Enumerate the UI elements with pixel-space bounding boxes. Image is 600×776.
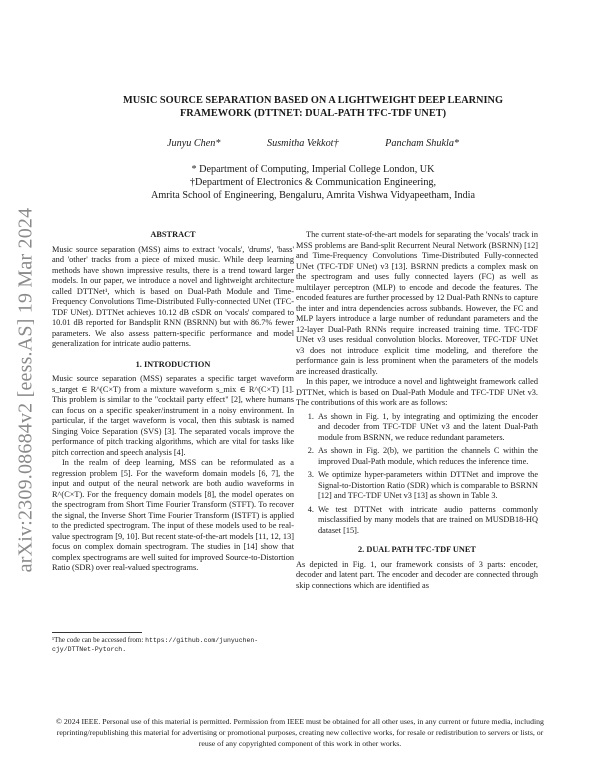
contribution-item-4: 4. We test DTTNet with intricate audio patterns commonly misclassified by many models that are trained on MUSDB18-HQ dataset [15].	[316, 505, 538, 537]
intro-paragraph-2: In the realm of deep learning, MSS can be reformulated as a regression problem [5]. For the waveform domain models [6, 7], the input and output of the neural network are both audio waveforms in R^(C×T). For the frequency domain models [8], the model operates on the spectrogram from Short Time Fourier Transform (STFT). To recover the signal, the Inverse Short Time Fourier Transform (ISTFT) is applied to the predicted spectrogram. The input of these models used to be real-value spectrogram [9, 10]. But recent state-of-the-art models [11, 12, 13] focus on complex domain spectrogram. The studies in [14] show that complex spectrograms are well suited for improved Source-to-Distortion Ratio (SDR) over real-valued spectrograms.	[52, 458, 294, 572]
copyright-notice: © 2024 IEEE. Personal use of this material is permitted. Permission from IEEE must be obtained for all other uses, in any current or future media, including reprinting/republishing this material for advertising or promotional purposes, creating new collective works, for resale or redistribution to servers or lists, or reuse of any copyrighted component of this work in other works.	[56, 717, 544, 748]
title-line-2: FRAMEWORK (DTTNET: DUAL-PATH TFC-TDF UNET)	[180, 108, 446, 119]
footnote-rule	[52, 632, 142, 633]
left-column	[52, 230, 294, 574]
affiliation-3: Amrita School of Engineering, Bengaluru, Amrita Vishwa Vidyapeetham, India	[150, 190, 476, 201]
contribution-list	[296, 412, 538, 537]
author-3: Pancham Shukla*	[385, 138, 460, 149]
contribution-item-3: 3. We optimize hyper-parameters within DTTNet and improve the Signal-to-Distortion Ratio (SDR) which is comparable to BSRNN [12] and TFC-TDF UNet v3 [13] as shown in Table 3.	[316, 470, 538, 502]
arxiv-id-text: arXiv:2309.08684v2 [eess.AS] 19 Mar 2024	[14, 207, 37, 573]
footnote-url[interactable]: https://github.com/junyuchen-cjy/DTTNet-Pytorch.	[52, 637, 259, 653]
intro-paragraph-1: Music source separation (MSS) separates a specific target waveform s_target ∈ R^(C×T) from a mixture waveform s_mix ∈ R^(C×T) [1]. This problem is similar to the "cocktail party effect" [2], where humans can focus on a specific speaker/instrument in a noisy environment. In particular, if the target waveform is vocal, then this subtask is named Singing Voice Separation (SVS) [3]. The separated vocals improve the performance of pitch tracking algorithms, which are vital for tasks like pitch correction and speech analysis [4].	[52, 374, 294, 457]
arxiv-identifier	[8, 200, 44, 580]
footnote-text: ¹The code can be accessed from:	[52, 636, 146, 644]
title-line-1: MUSIC SOURCE SEPARATION BASED ON A LIGHTWEIGHT DEEP LEARNING	[123, 95, 503, 106]
intro-heading: 1. INTRODUCTION	[135, 359, 211, 369]
author-1: Junyu Chen*	[166, 138, 221, 149]
right-paragraph-2: In this paper, we introduce a novel and lightweight framework called DTTNet, which is based on Dual-Path Module and TFC-TDF UNet v3. The contributions of this work are as follows:	[296, 377, 538, 407]
right-paragraph-1: The current state-of-the-art models for separating the 'vocals' track in MSS problems are Band-split Recurrent Neural Network (BSRNN) [12] and Time-Frequency Convolutions Time-Distributed Fully-connected UNet (TFC-TDF UNet) v3 [13]. BSRNN predicts a complex mask on the spectrogram and uses fully connected layers (FC) as well as multilayer perceptron (MLP) to encode and decode the features. The encoded features are further processed by 12 Dual-Path RNNs to capture the inter and intra dependencies across subbands. However, the FC and MLP layers introduce a large number of redundant parameters and the 12-layer Dual-Path RNNs require increased training time. TFC-TDF UNet v3 uses residual convolution blocks. Moreover, TFC-TDF UNet v3 does not introduce explicit time modeling, and therefore the performance gain is less prominent when the parameters of the models are increased drastically.	[296, 230, 538, 376]
abstract-text: Music source separation (MSS) aims to extract 'vocals', 'drums', 'bass' and 'other' tracks from a piece of mixed music. While deep learning methods have shown impressive results, there is a trend toward larger models. In our paper, we introduce a novel and lightweight architecture called DTTNet¹, which is based on Dual-Path Module and Time-Frequency Convolutions Time-Distributed Fully-connected UNet (TFC-TDF UNet). DTTNet achieves 10.12 dB cSDR on 'vocals' compared to 10.01 dB reported for Bandsplit RNN (BSRNN) but with 86.7% fewer parameters. We also assess pattern-specific performance and model generalization for intricate audio patterns.	[52, 244, 294, 348]
right-column	[296, 230, 538, 591]
paper-title	[62, 94, 564, 120]
contribution-item-1: 1. As shown in Fig. 1, by integrating and optimizing the encoder and decoder from TFC-TDF UNet v3 and the latent Dual-Path module from BSRNN, we reduce redundant parameters.	[316, 412, 538, 444]
affiliation-1: * Department of Computing, Imperial College London, UK	[191, 164, 435, 175]
affiliations	[62, 163, 564, 202]
author-list	[62, 138, 564, 149]
footnote	[52, 632, 294, 654]
contribution-item-2: 2. As shown in Fig. 2(b), we partition the channels C within the improved Dual-Path module, which reduces the inference time.	[316, 446, 538, 467]
section-2-heading: 2. DUAL PATH TFC-TDF UNET	[358, 545, 476, 554]
section-2-paragraph: As depicted in Fig. 1, our framework consists of 3 parts: encoder, decoder and latent part. The encoder and decoder are connected through skip connections which are identified as	[296, 559, 538, 590]
affiliation-2: †Department of Electronics & Communication Engineering,	[189, 177, 437, 188]
abstract-heading: ABSTRACT	[150, 230, 196, 239]
author-2: Susmitha Vekkot†	[267, 138, 339, 149]
